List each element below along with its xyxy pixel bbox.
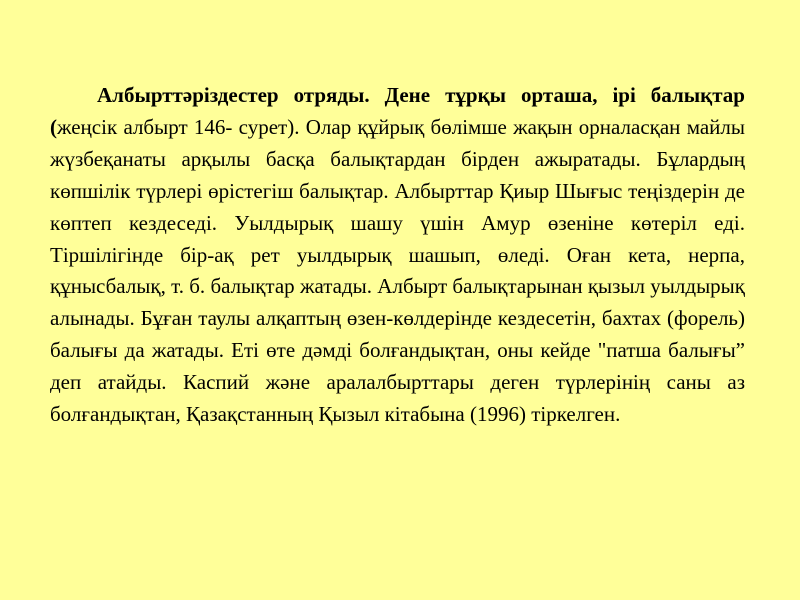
text-paragraph — [50, 80, 745, 431]
body-text: жеңсік албырт 146- сурет). Олар құйрық бөлімше жақын орналасқан майлы жүзбеқанаты арқылы басқа балықтардан бірден ажыратады. Бұлардың көпшілік түрлері өрістегіш балықтар. Албырттар Қиыр Шығыс теңіздерін де көптеп кездеседі. Уылдырық шашу үшін Амур өзеніне көтеріл еді. Тіршілігінде бір-ақ рет уылдырық шашып, өледі. Оған кета, нерпа, құнысбалық, т. б. балықтар жатады. Албырт балықтарынан қызыл уылдырық алынады. Бұған таулы алқаптың өзен-көлдерінде кездесетін, бахтах (форель) балығы да жатады. Еті өте дәмді болғандықтан, оны кейде "патша балығы” деп атайды. Каспий және аралалбырттары деген түрлерінің саны аз болғандықтан, Қазақстанның Қызыл кітабына (1996) тіркелген. — [50, 114, 745, 427]
bold-lead-text: Албырттәріздестер отряды. Дене тұрқы орташа, ірі балықтар ( — [50, 83, 745, 139]
